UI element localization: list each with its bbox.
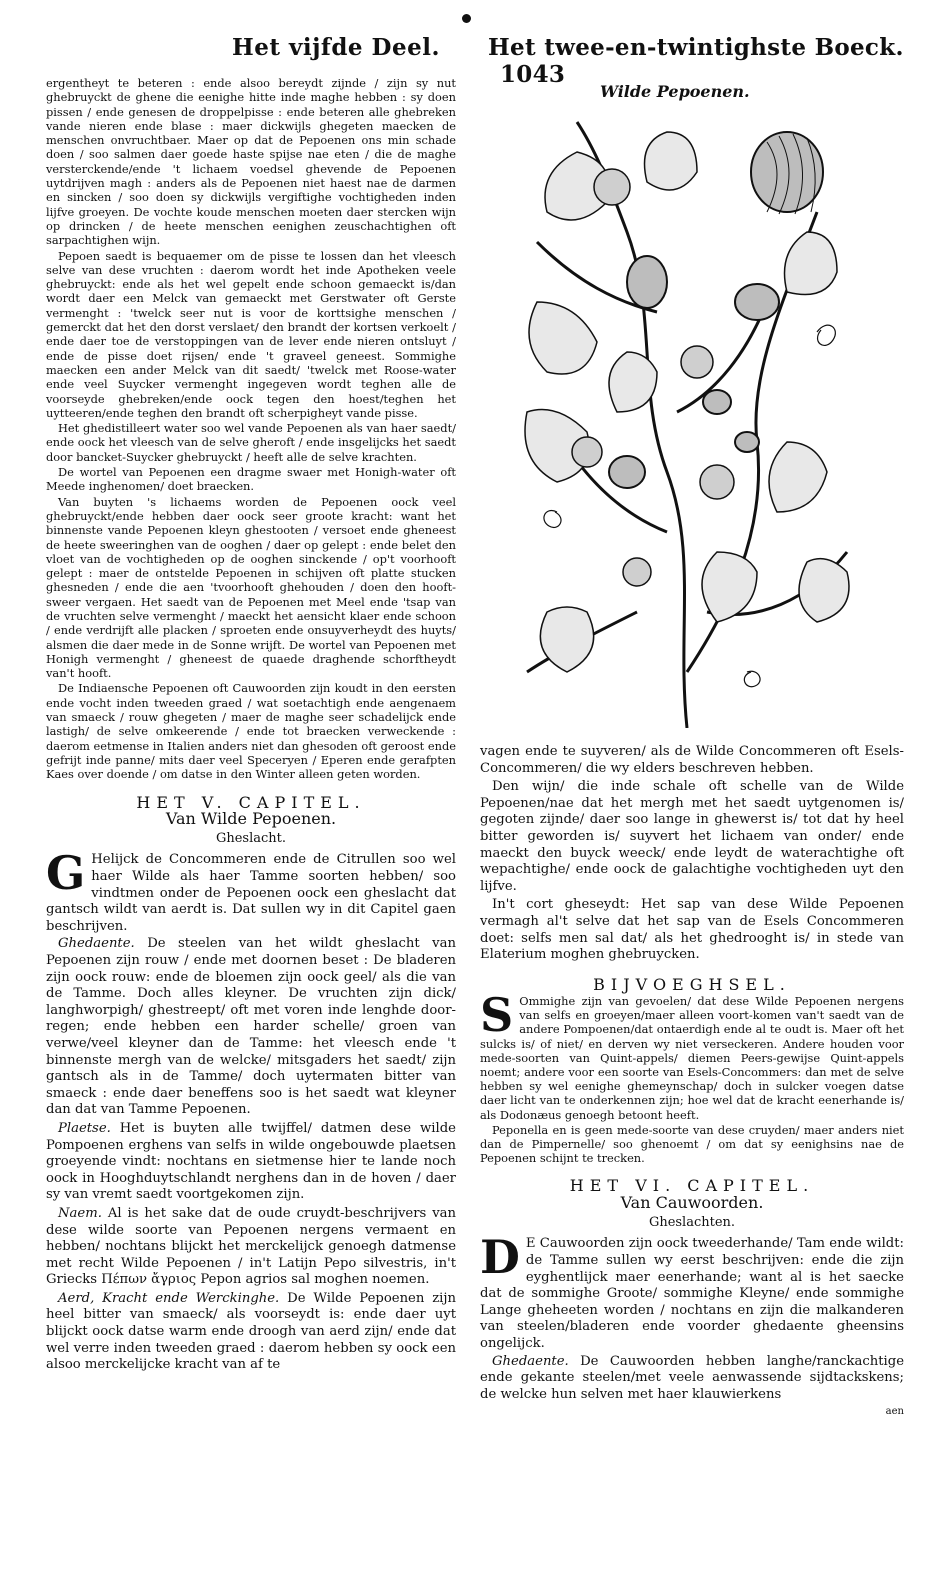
paragraph: Den wijn/ die inde schale oft schelle van de Wilde Pepoenen/nae dat het mergh met het saedt uytgenomen is/ gegoten zijnde/ daer soo lange in ghewerst is/ tot dat hy heel bitter geworden is/ suyvert het lichaem van onder/ ende maeckt den buyck weeck/ ende leydt de waterachtighe oft wepachtighe/ ende oock de galachtighe vochtigheden uyt den lijfve. xyxy=(480,779,904,894)
page-number: 1043 xyxy=(500,61,566,88)
paragraph xyxy=(46,1291,456,1374)
paragraph: Pepoen saedt is bequaemer om de pisse te lossen dan het vleesch selve van dese vruchten : daerom wordt het inde Apotheken veele ghebruyckt: ende als het wel gepelt ende schoon gemaeckt is/dan wordt daer een Melck van gemaeckt met Gerstwater oft Gerste vermenght : 'twelck seer nut is voor de korttsighe menschen / gemerckt dat het den dorst verslaet/ den brandt der kortsen verkoelt / ende daer toe de verstoppingen van de lever ende nieren ontsluyt / ende de pisse doet rijsen/ ende 't graveel geneest. Sommighe maecken een ander Melck van dit saedt/ 'twelck met Roose-water ende veel Suycker vermenght ingegeven wordt teghen alle de voorseyde ghebreken/ende oock tegen den hoest/teghen het uytteeren/ende teghen den brandt oft scherpigheyt vande pisse. xyxy=(46,248,456,420)
figure-caption: Wilde Pepoenen. xyxy=(600,82,750,101)
paragraph-text: E Cauwoorden zijn oock tweederhande/ Tam ende wildt: de Tamme sullen wy eerst beschrijven: ende die zijn eyghentlijck maer eenerhande; want al is het saecke dat de sommighe Groote/ sommighe Kleyne/ ende sommighe Lange gheheeten worden / nochtans en zijn die malkanderen van steelen/bladeren ende voorder ghedaente gheensins ongelijck. xyxy=(480,1236,904,1351)
dropcap-paragraph xyxy=(46,846,456,935)
paragraph-lead: Plaetse. xyxy=(58,1120,111,1136)
ink-blot xyxy=(462,14,471,23)
paragraph-text: Al is het sake dat de oude cruydt-beschrijvers van dese wilde soorte van Pepoenen nergens vermaent en hebben/ nochtans blijckt het merckelijck genoegh datmense met recht Wilde Pepoenen / in't Latijn Pepo silvestris, in't Griecks Πέπων ἄγριος Pepon agrios sal moghen noemen. xyxy=(46,1205,456,1288)
paragraph-text: Helijck de Concommeren ende de Citrullen soo wel haer Wilde als haer Tamme soorten hebben/ soo vindtmen onder de Pepoenen oock een gheslacht dat gantsch wildt van aerdt is. Dat sullen wy in dit Capitel gaen beschrijven. xyxy=(46,852,456,934)
paragraph: Het ghedistilleert water soo wel vande Pepoenen als van haer saedt/ ende oock het vleesch van de selve gheroft / ende insgelijcks het saedt door bancket-Suycker ghebruyckt / heeft alle de selve krachten. xyxy=(46,421,456,464)
paragraph-text: De steelen van het wildt gheslacht van Pepoenen zijn rouw / ende met doornen beset : De bladeren zijn oock rouw: ende de bloemen zijn oock geel/ als die van de Tamme. Doch alles kleyner. De vruchten zijn dick/ langhworpigh/ ghestreept/ oft met voren inde lenghde door-regen; ende hebben een harder schelle/ groen van verwe/veel kleyner dan de Tamme: het vleesch ende 't binnenste mergh van de welcke/ mitsgaders het saedt/ zijn gantsch als in de Tamme/ doch uytermaten bitter van smaeck : ende daer beneffens soo is het saedt wat kleyner dan dat van Tamme Pepoenen. xyxy=(46,936,456,1118)
paragraph-lead: Naem. xyxy=(58,1205,102,1221)
paragraph-lead: Ghedaente. xyxy=(492,1353,569,1369)
left-column xyxy=(46,76,456,1376)
paragraph xyxy=(480,1354,904,1404)
paragraph: vagen ende te suyveren/ als de Wilde Concommeren oft Esels-Concommeren/ die wy elders beschreven hebben. xyxy=(480,744,904,776)
section-title: Gheslachten. xyxy=(648,1215,736,1231)
drop-cap: D xyxy=(480,1230,520,1285)
paragraph: De Indiaensche Pepoenen oft Cauwoorden zijn koudt in den eersten ende vocht inden tweeden graed / wat soetachtigh ende aengenaem van smaeck / rouw ghegeten / maer de maghe seer schadelijck ende lastigh/ de selve omkeerende / ende tot braecken verweckende : daerom eetmense in Italien anders niet dan ghesoden oft geroost ende gefrijt inde panne/ mits daer veel Speceryen / Eperen ende gerafpten Kaes over doende / om datse in den Winter alleen geten worden. xyxy=(46,681,456,782)
chapter-title: Van Wilde Pepoenen. xyxy=(165,808,337,828)
woodcut-illustration xyxy=(517,112,863,728)
paragraph: De wortel van Pepoenen een dragme swaer met Honigh-water oft Meede inghenomen/ doet braecken. xyxy=(46,465,456,494)
section-title: Gheslacht. xyxy=(215,831,287,847)
paragraph: Peponella en is geen mede-soorte van dese cruyden/ maer anders niet dan de Pimpernelle/ soo ghenoemt / om dat sy eenighsins nae de Pepoenen schijnt te trecken. xyxy=(480,1122,904,1166)
drop-cap: G xyxy=(46,846,86,901)
paragraph-text: Ommighe zijn van gevoelen/ dat dese Wilde Pepoenen nergens van selfs en groeyen/maer alleen voort-komen van't saedt van de andere Pompoenen/dat ontaerdigh ende al te oudt is. Maer oft het sulcks is/ of niet/ en derven wy niet verseckeren. Andere houden voor mede-soorten van Quint-appels/ diemen Peers-gewijse Quint-appels noemt; andere voor een soorte van Esels-Concommers: dan met de selve hebben sy wel eenighe ghemeynschap/ doch in sulcker voegen datse daer licht van te onderkennen zijn; hoe wel dat de kracht eenerhande is/ als Dodonæus genoegh betoont heeft. xyxy=(480,994,904,1122)
running-head-left: Het vijfde Deel. xyxy=(232,34,440,61)
chapter-heading: HET V. CAPITEL. xyxy=(136,792,366,812)
paragraph: ergentheyt te beteren : ende alsoo bereydt zijnde / zijn sy nut ghebruyckt de ghene die eenighe hitte inde maghe hebben : sy doen pissen / ende genesen de droppelpisse : ende beteren alle ghebreken vande nieren ende blase : maer dickwijls ghegeten maecken de menschen onvruchtbaer. Maer op dat de Pepoenen ons min schade doen / soo salmen daer goede haste spijse nae eten / die de maghe versterckende/ende 't lichaem voedsel ghevende de Pepoenen uytdrijven magh : anders als de Pepoenen niet haest nae de darmen en sincken / soo doen sy dickwijls vergiftighe vochtigheden inden lijfve groeyen. De vochte koude menschen moeten daer stercken wijn op drincken / de heete menschen eenighen zeuschachtighen oft sarpachtighen wijn. xyxy=(46,76,456,248)
paragraph-lead: Aerd, Kracht ende Werckinghe. xyxy=(58,1290,280,1306)
addition-heading: BIJVOEGHSEL. xyxy=(593,974,791,994)
chapter-heading: HET VI. CAPITEL. xyxy=(569,1176,815,1196)
paragraph-lead: Ghedaente. xyxy=(58,936,135,952)
paragraph-text: De Wilde Pepoenen zijn heel bitter van smaeck/ als voorseydt is: ende daer uyt blijckt oock datse warm ende droogh van aerd zijn/ ende dat wel verre inden tweeden graed : daerom hebben sy oock een alsoo merckelijcke kracht van af te xyxy=(46,1290,456,1373)
running-head-right xyxy=(488,34,950,88)
paragraph xyxy=(46,936,456,1119)
right-column xyxy=(480,744,904,1420)
catchword: aen xyxy=(885,1406,904,1418)
dropcap-paragraph xyxy=(480,988,904,1122)
running-head-title: Het twee-en-twintighste Boeck. xyxy=(488,34,904,61)
drop-cap: S xyxy=(480,988,514,1043)
paragraph: In't cort gheseydt: Het sap van dese Wilde Pepoenen vermagh al't selve dat het sap van de Esels Concommeren doet: selfs men sal dat/ als het ghedrooght is/ in stede van Elaterium moghen ghebruycken. xyxy=(480,897,904,963)
paragraph: Van buyten 's lichaems worden de Pepoenen oock veel ghebruyckt/ende hebben daer oock seer groote kracht: want het binnenste vande Pepoenen kleyn ghestooten / versoet ende gheneest de heete sweeringhen van de ooghen / daer op gelept : ende belet den vloet van de vochtigheden op de ooghen sinckende / op't voorhooft gelept : maer de ontstelde Pepoenen in schijven oft platte stucken ghesneden / ende die aen 'tvoorhooft ghehouden / doen den hooft-sweer vergaen. Het saedt van de Pepoenen met Meel ende 'tsap van de vruchten selve vermenght / maeckt het aensicht klaer ende schoon / ende verdrijft alle placken / sproeten ende onsuyverheydt des huyts/ alsmen die daer mede in de Sonne wrijft. De wortel van Pepoenen met Honigh vermenght / gheneest de quaede draghende schorftheydt van't hooft. xyxy=(46,494,456,681)
paragraph xyxy=(46,1121,456,1204)
chapter-title: Van Cauwoorden. xyxy=(620,1192,764,1212)
paragraph-text: Het is buyten alle twijffel/ datmen dese wilde Pompoenen erghens van selfs in wilde ongebouwde plaetsen groeyende vindt: nochtans en sietmense hier te lande noch oock in Hooghduytschlandt nerghens dan in de hoven / daer sy van vremt saedt voortgekomen zijn. xyxy=(46,1120,456,1203)
paragraph xyxy=(46,1206,456,1289)
dropcap-paragraph xyxy=(480,1230,904,1352)
paragraph-text: De Cauwoorden hebben langhe/ranckachtige ende gekante steelen/met veele aenwassende sijdtackskens; de welcke hun selven met haer klauwierkens xyxy=(480,1353,904,1402)
